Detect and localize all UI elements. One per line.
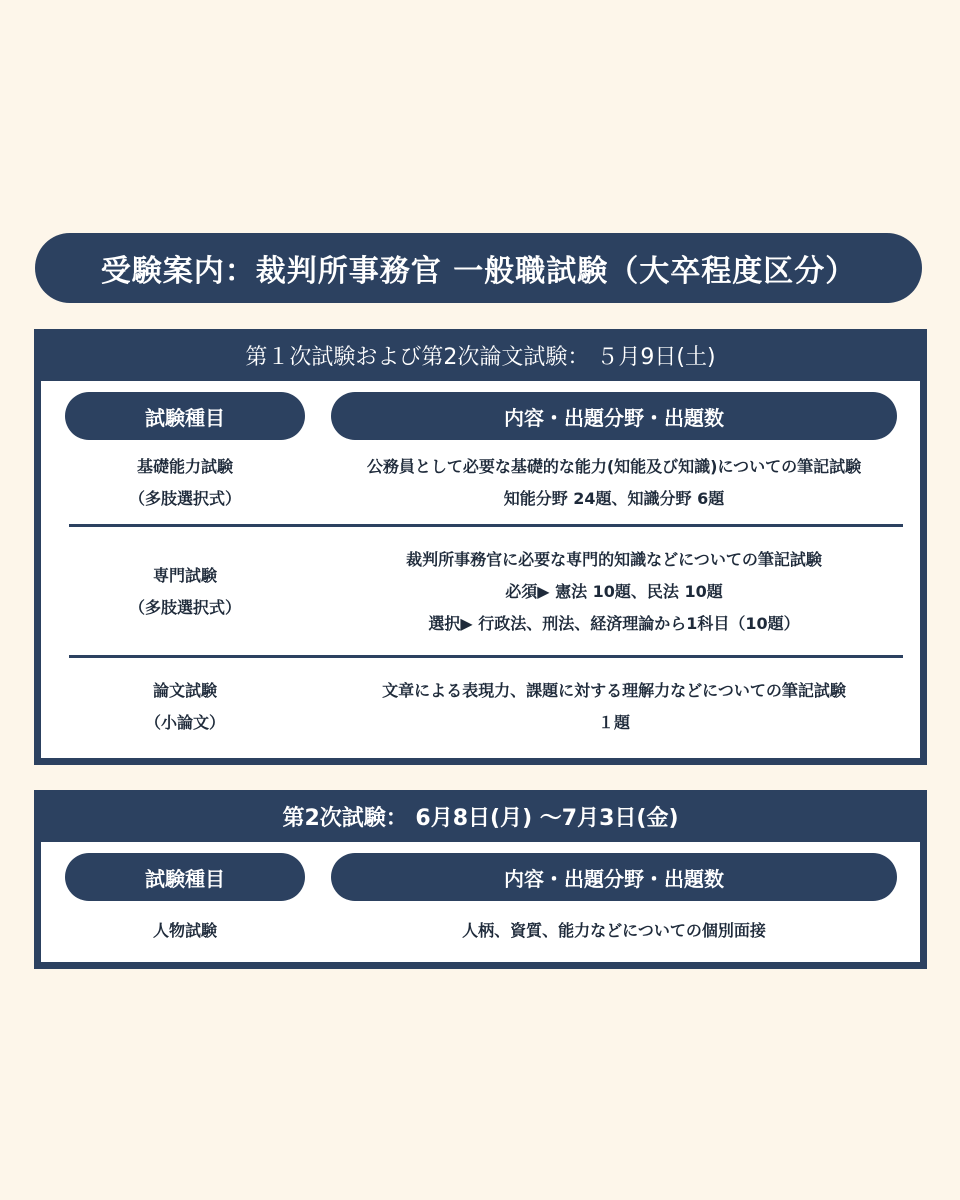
- row-divider: [69, 524, 903, 527]
- row-divider: [69, 655, 903, 658]
- column-header-exam-type: 試験種目: [65, 392, 305, 440]
- first-exam-heading: 第１次試験および第2次論文試験： ５月9日(土): [245, 344, 716, 370]
- exam-content-line: １題: [597, 713, 630, 732]
- second-exam-table: [41, 842, 920, 962]
- first-exam-section: [34, 329, 927, 765]
- exam-content-cell: [321, 451, 907, 515]
- column-header-content: 内容・出題分野・出題数: [331, 392, 897, 440]
- exam-content-cell: [321, 544, 907, 640]
- exam-type-format: （多肢選択式）: [128, 598, 241, 617]
- exam-type-name: 人物試験: [152, 921, 217, 940]
- exam-type-cell: [65, 451, 305, 515]
- exam-type-name: 論文試験: [152, 681, 217, 700]
- first-exam-table: [41, 381, 920, 758]
- exam-content-cell: [321, 675, 907, 739]
- exam-content-line: 選択▶ 行政法、刑法、経済理論から1科目（10題）: [428, 614, 800, 633]
- column-header-exam-type: 試験種目: [65, 853, 305, 901]
- exam-type-cell: [65, 915, 305, 947]
- exam-content-line: 知能分野 24題、知識分野 6題: [503, 489, 725, 508]
- exam-content-line: 裁判所事務官に必要な専門的知識などについての筆記試験: [406, 550, 822, 569]
- page-title: 受験案内：裁判所事務官 一般職試験（大卒程度区分）: [35, 233, 922, 303]
- exam-type-format: （多肢選択式）: [128, 489, 241, 508]
- exam-type-name: 専門試験: [152, 566, 217, 585]
- exam-type-name: 基礎能力試験: [136, 457, 233, 476]
- exam-content-line: 人柄、資質、能力などについての個別面接: [462, 921, 766, 940]
- exam-content-line: 文章による表現力、課題に対する理解力などについての筆記試験: [382, 681, 846, 700]
- second-exam-heading: 第2次試験： 6月8日(月) ～7月3日(金): [282, 805, 679, 831]
- exam-content-line: 公務員として必要な基礎的な能力(知能及び知識)についての筆記試験: [366, 457, 862, 476]
- column-header-content: 内容・出題分野・出題数: [331, 853, 897, 901]
- exam-content-cell: [321, 915, 907, 947]
- exam-type-format: （小論文）: [144, 713, 225, 732]
- exam-type-cell: [65, 560, 305, 624]
- exam-content-line: 必須▶ 憲法 10題、民法 10題: [505, 582, 723, 601]
- second-exam-section: [34, 790, 927, 969]
- exam-type-cell: [65, 675, 305, 739]
